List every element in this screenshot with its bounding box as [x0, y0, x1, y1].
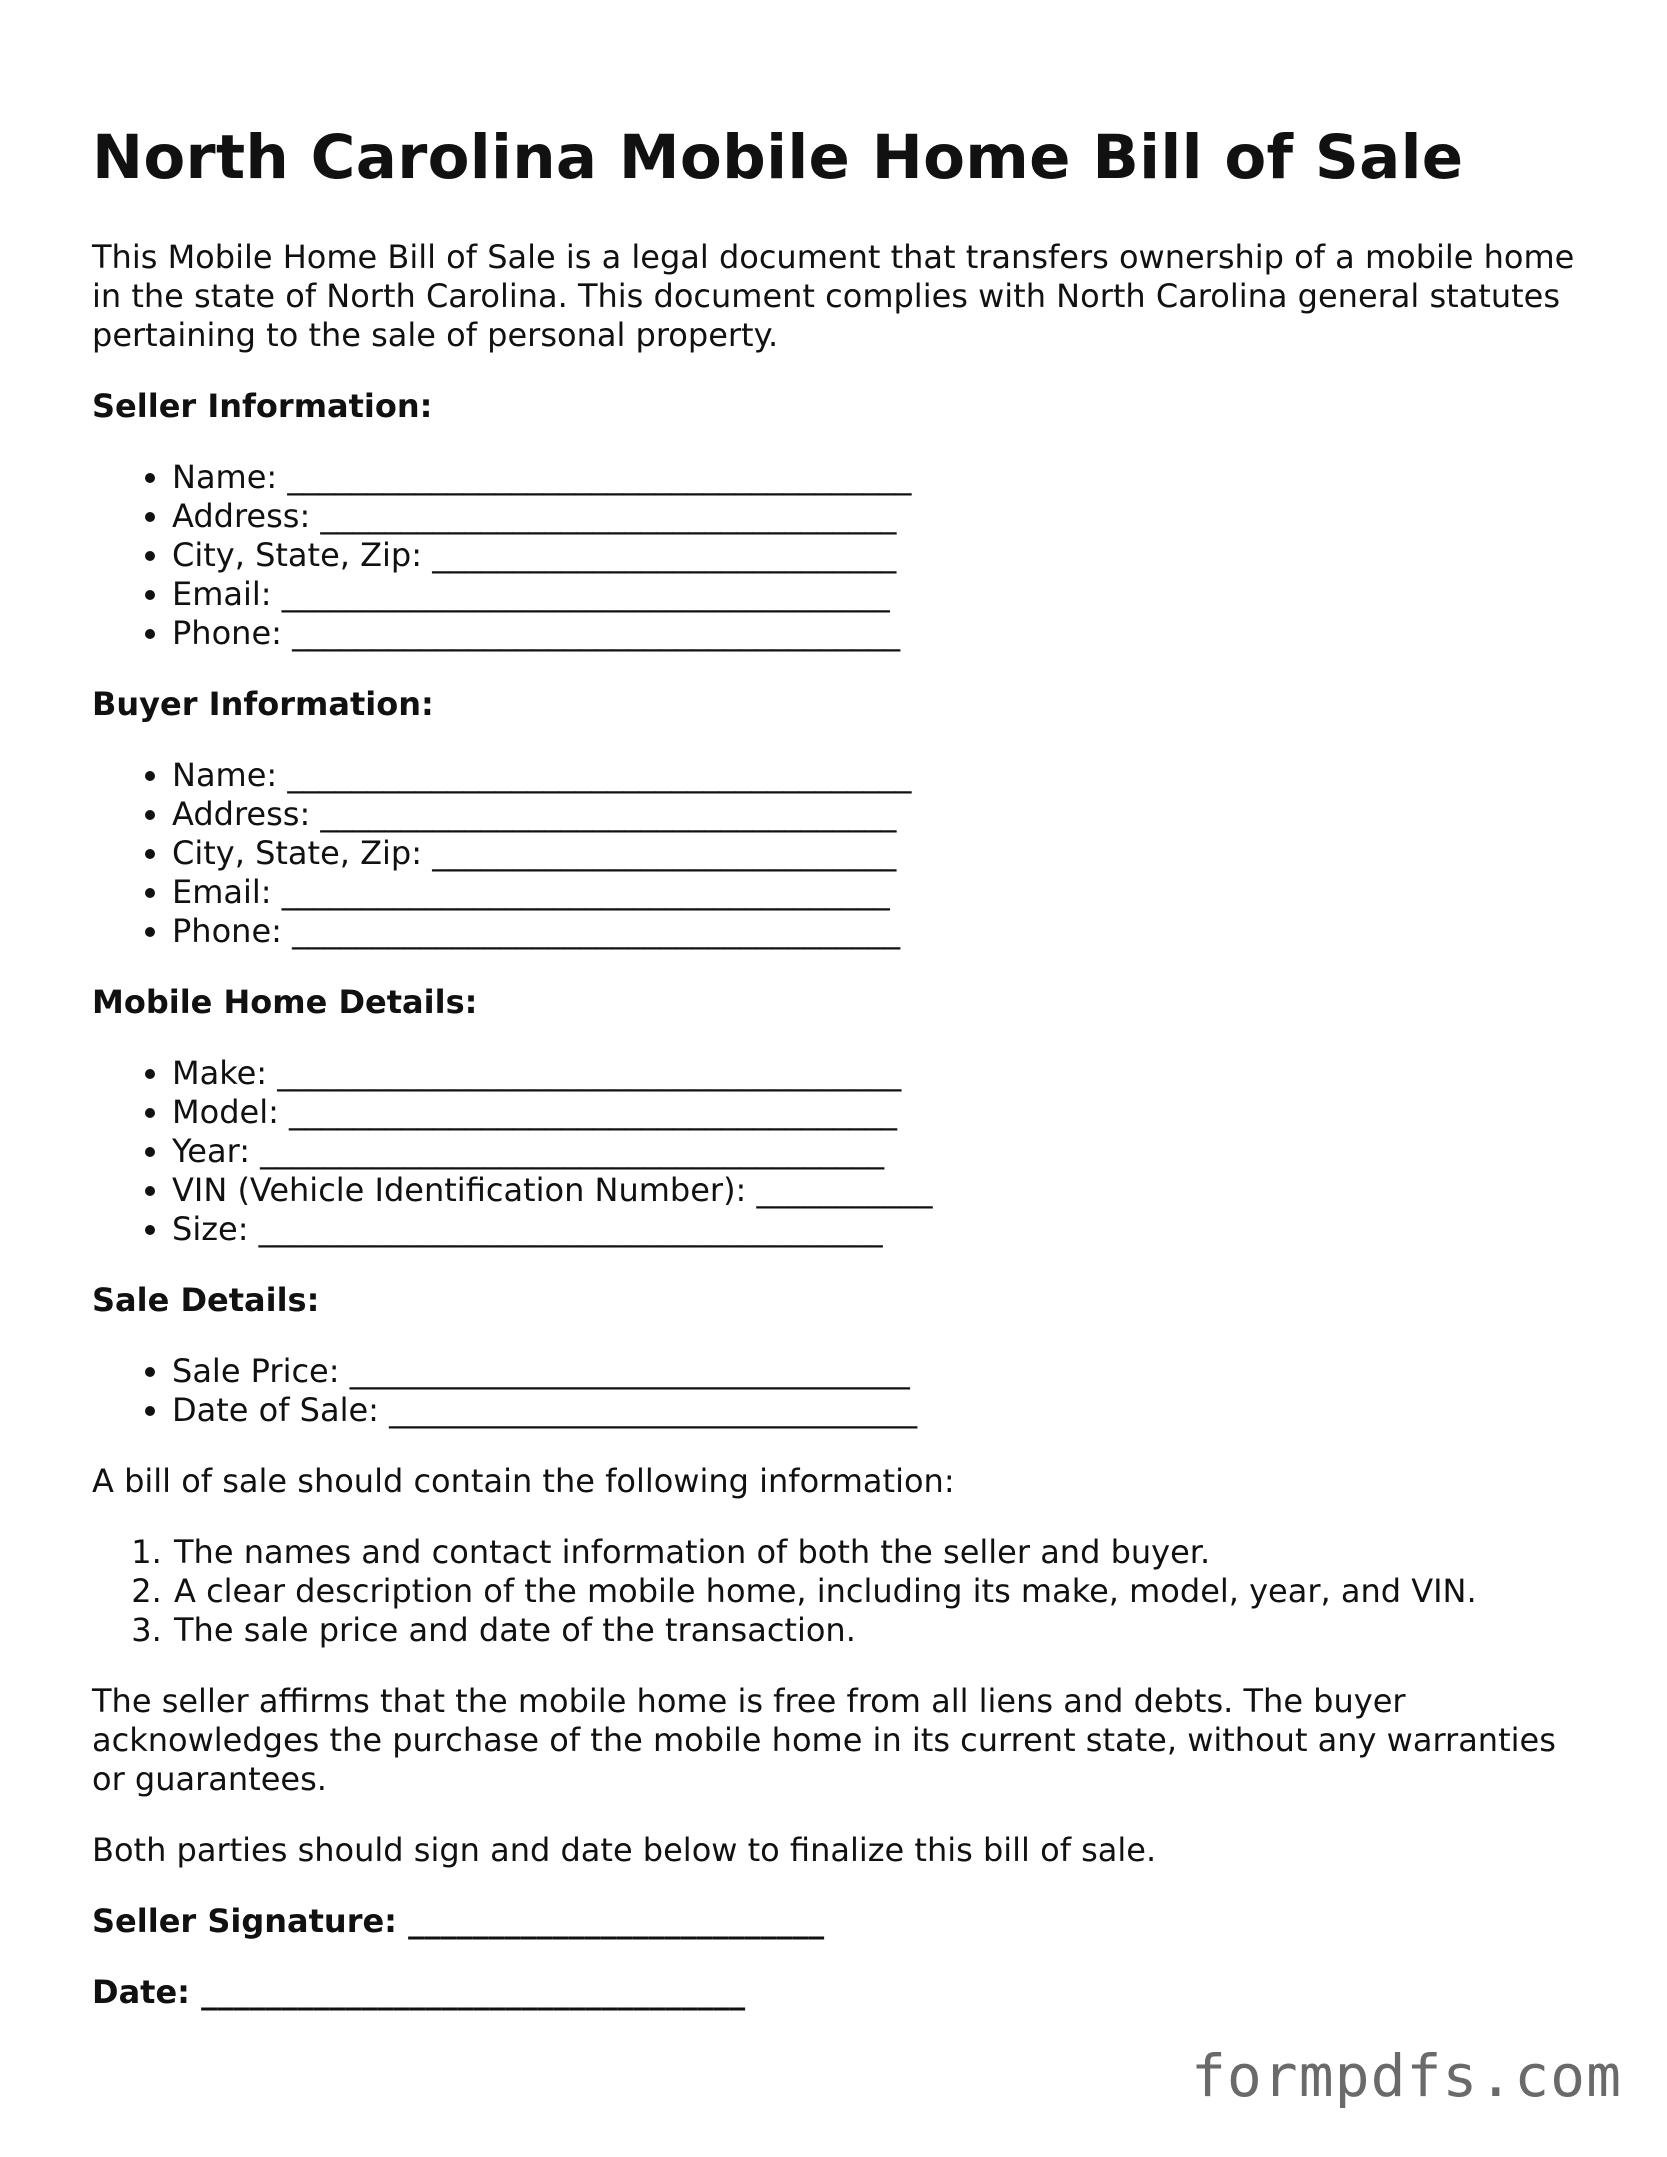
home-size-field[interactable]: • Size: _______________________________________ [172, 1210, 1592, 1249]
seller-email-field[interactable]: • Email: ______________________________________ [172, 575, 1592, 614]
sale-price-field[interactable]: • Sale Price: ___________________________________ [172, 1352, 1592, 1391]
buyer-phone-field[interactable]: • Phone: ______________________________________ [172, 912, 1592, 951]
home-make-field[interactable]: • Make: _______________________________________ [172, 1054, 1592, 1093]
buyer-name-field[interactable]: • Name: _______________________________________ [172, 756, 1592, 795]
home-year-field[interactable]: • Year: _______________________________________ [172, 1132, 1592, 1171]
sale-date-field[interactable]: • Date of Sale: _________________________________ [172, 1391, 1592, 1430]
seller-fields-list [92, 458, 1592, 653]
requirements-lead: A bill of sale should contain the following information: [92, 1462, 955, 1500]
seller-phone-field[interactable]: • Phone: ______________________________________ [172, 614, 1592, 653]
home-vin-field[interactable]: • VIN (Vehicle Identification Number): ___________ [172, 1171, 1592, 1210]
seller-heading: Seller Information: [92, 387, 433, 425]
sale-details-heading: Sale Details: [92, 1281, 320, 1319]
buyer-fields-list [92, 756, 1592, 951]
closing-paragraph: Both parties should sign and date below to finalize this bill of sale. [92, 1831, 1157, 1869]
seller-signature-field[interactable]: Seller Signature: __________________________ [92, 1902, 825, 1940]
requirements-list [92, 1533, 1592, 1650]
signature-date-field[interactable]: Date: __________________________________ [92, 1973, 746, 2011]
buyer-email-field[interactable]: • Email: ______________________________________ [172, 873, 1592, 912]
buyer-heading: Buyer Information: [92, 685, 434, 723]
seller-name-field[interactable]: • Name: _______________________________________ [172, 458, 1592, 497]
requirement-item: 2. A clear description of the mobile home, including its make, model, year, and VIN. [172, 1572, 1592, 1611]
mobile-home-fields-list [92, 1054, 1592, 1249]
buyer-address-field[interactable]: • Address: ____________________________________ [172, 795, 1592, 834]
seller-city-state-zip-field[interactable]: • City, State, Zip: _____________________________ [172, 536, 1592, 575]
mobile-home-heading: Mobile Home Details: [92, 983, 478, 1021]
watermark-text: formpdfs.com [1190, 2042, 1622, 2110]
affirmation-paragraph: The seller affirms that the mobile home is free from all liens and debts. The buyer acknowledges the purchase of the mobile home in its current state, without any warranties or guarantees. [92, 1682, 1556, 1798]
requirement-item: 1. The names and contact information of both the seller and buyer. [172, 1533, 1592, 1572]
buyer-city-state-zip-field[interactable]: • City, State, Zip: _____________________________ [172, 834, 1592, 873]
requirement-item: 3. The sale price and date of the transaction. [172, 1611, 1592, 1650]
seller-address-field[interactable]: • Address: ____________________________________ [172, 497, 1592, 536]
document-title: North Carolina Mobile Home Bill of Sale [92, 122, 1464, 193]
intro-paragraph: This Mobile Home Bill of Sale is a legal document that transfers ownership of a mobile home in the state of North Carolina. This document complies with North Carolina general statutes pertaining to the sale of personal property. [92, 238, 1575, 354]
home-model-field[interactable]: • Model: ______________________________________ [172, 1093, 1592, 1132]
sale-details-fields-list [92, 1352, 1592, 1430]
document-page [92, 118, 1592, 2012]
